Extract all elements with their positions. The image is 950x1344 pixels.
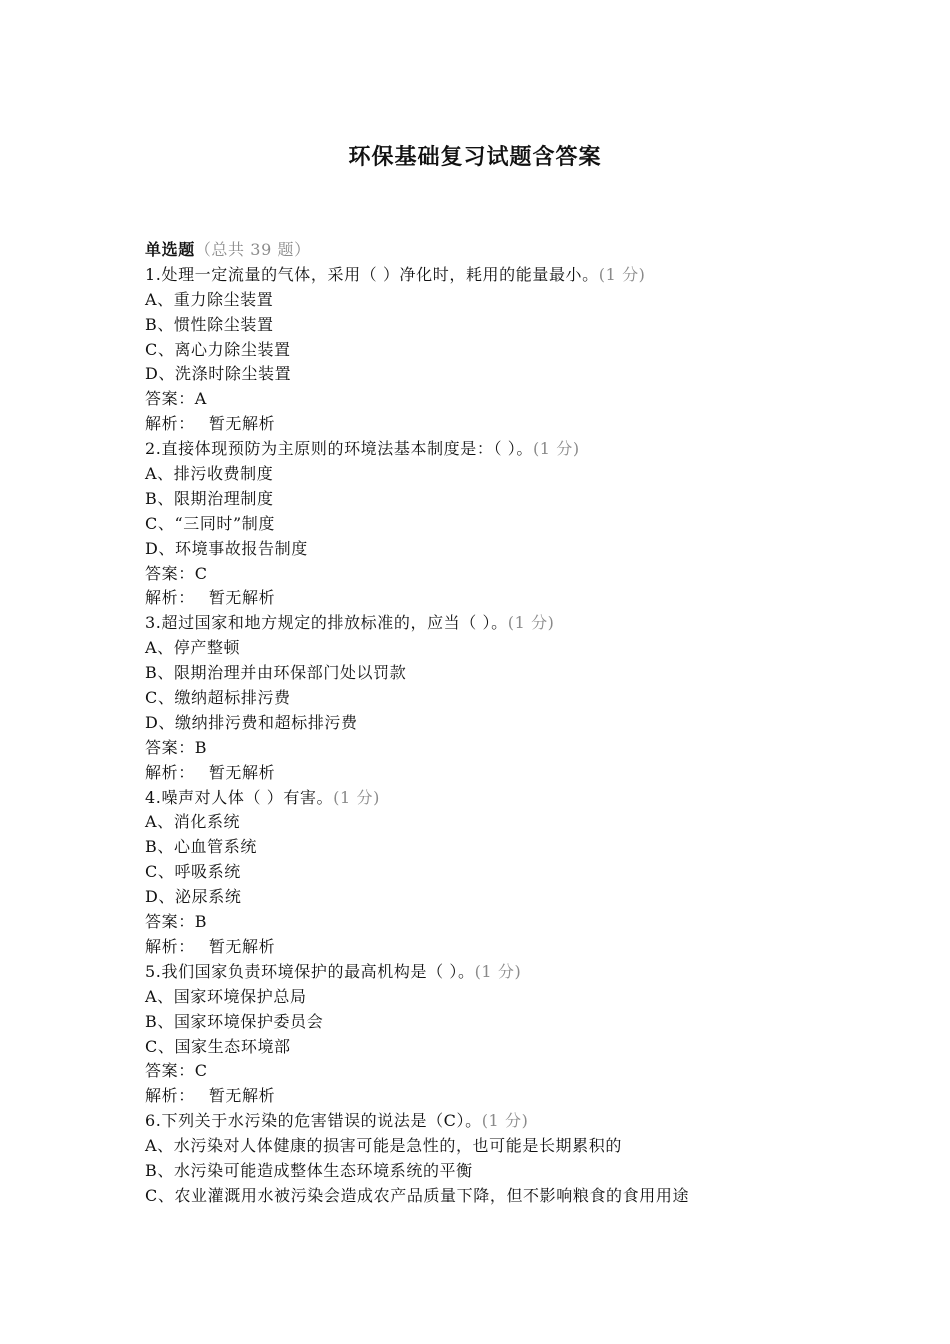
analysis-label: 解析： — [145, 588, 195, 608]
option-line: B、水污染可能造成整体生态环境系统的平衡 — [145, 1160, 473, 1180]
option-line: C、离心力除尘装置 — [145, 339, 291, 359]
option-line: C、国家生态环境部 — [145, 1036, 291, 1056]
analysis-line — [145, 412, 845, 437]
section-heading — [145, 238, 845, 263]
option-line: C、呼吸系统 — [145, 862, 241, 882]
option-line: D、环境事故报告制度 — [145, 538, 308, 558]
option-line: A、停产整顿 — [145, 638, 241, 658]
analysis-line — [145, 586, 845, 611]
option-line: A、国家环境保护总局 — [145, 986, 307, 1006]
answer-line: 答案：B — [145, 912, 208, 932]
question-line — [145, 1109, 845, 1134]
option-line: B、心血管系统 — [145, 837, 257, 857]
option-line: D、缴纳排污费和超标排污费 — [145, 712, 358, 732]
question-score: (1 分) — [481, 1111, 529, 1131]
analysis-label: 解析： — [145, 414, 195, 434]
question-text: 2.直接体现预防为主原则的环境法基本制度是：（ ）。 — [145, 439, 533, 459]
section-label: 单选题 — [145, 240, 195, 259]
analysis-text: 暂无解析 — [208, 1086, 276, 1106]
question-line — [145, 437, 845, 462]
analysis-label: 解析： — [145, 936, 195, 956]
analysis-text: 暂无解析 — [208, 936, 276, 956]
option-line: A、排污收费制度 — [145, 464, 274, 484]
question-score: (1 分) — [532, 439, 580, 459]
question-text: 3.超过国家和地方规定的排放标准的，应当（ ）。 — [145, 613, 508, 633]
option-line: C、缴纳超标排污费 — [145, 688, 291, 708]
answer-line: 答案：C — [145, 1061, 208, 1081]
question-score: (1 分) — [333, 787, 380, 807]
question-line — [145, 960, 845, 985]
question-line — [145, 786, 845, 811]
question-line — [145, 263, 845, 288]
question-score: (1 分) — [507, 613, 555, 633]
question-text: 1.处理一定流量的气体，采用（ ）净化时，耗用的能量最小。 — [145, 264, 599, 284]
option-line: B、惯性除尘装置 — [145, 314, 274, 334]
analysis-line — [145, 761, 845, 786]
option-line: A、重力除尘装置 — [145, 289, 274, 309]
analysis-text: 暂无解析 — [208, 588, 276, 608]
option-line: D、泌尿系统 — [145, 887, 242, 907]
question-list — [145, 238, 845, 1209]
analysis-line — [145, 935, 845, 960]
question-text: 6.下列关于水污染的危害错误的说法是（C）。 — [145, 1111, 482, 1131]
option-line: B、限期治理并由环保部门处以罚款 — [145, 663, 407, 683]
question-score: (1 分) — [474, 961, 522, 981]
answer-line: 答案：A — [145, 389, 207, 409]
document-title: 环保基础复习试题含答案 — [348, 144, 602, 170]
option-line: D、洗涤时除尘装置 — [145, 364, 292, 384]
analysis-line — [145, 1084, 845, 1109]
question-score: (1 分) — [598, 264, 646, 284]
option-line: B、限期治理制度 — [145, 488, 274, 508]
analysis-label: 解析： — [145, 762, 195, 782]
option-line: C、农业灌溉用水被污染会造成农产品质量下降，但不影响粮食的食用用途 — [145, 1185, 690, 1205]
question-text: 5.我们国家负责环境保护的最高机构是（ ）。 — [145, 961, 475, 981]
analysis-text: 暂无解析 — [208, 414, 276, 434]
answer-line: 答案：B — [145, 737, 208, 757]
option-line: B、国家环境保护委员会 — [145, 1011, 324, 1031]
answer-line: 答案：C — [145, 563, 208, 583]
option-line: C、“三同时”制度 — [145, 513, 276, 533]
option-line: A、消化系统 — [145, 812, 241, 832]
analysis-text: 暂无解析 — [208, 762, 276, 782]
option-line: A、水污染对人体健康的损害可能是急性的，也可能是长期累积的 — [145, 1136, 622, 1156]
section-count: （总共 39 题） — [194, 240, 311, 259]
question-text: 4.噪声对人体（ ）有害。 — [145, 787, 334, 807]
question-line — [145, 611, 845, 636]
analysis-label: 解析： — [145, 1086, 195, 1106]
